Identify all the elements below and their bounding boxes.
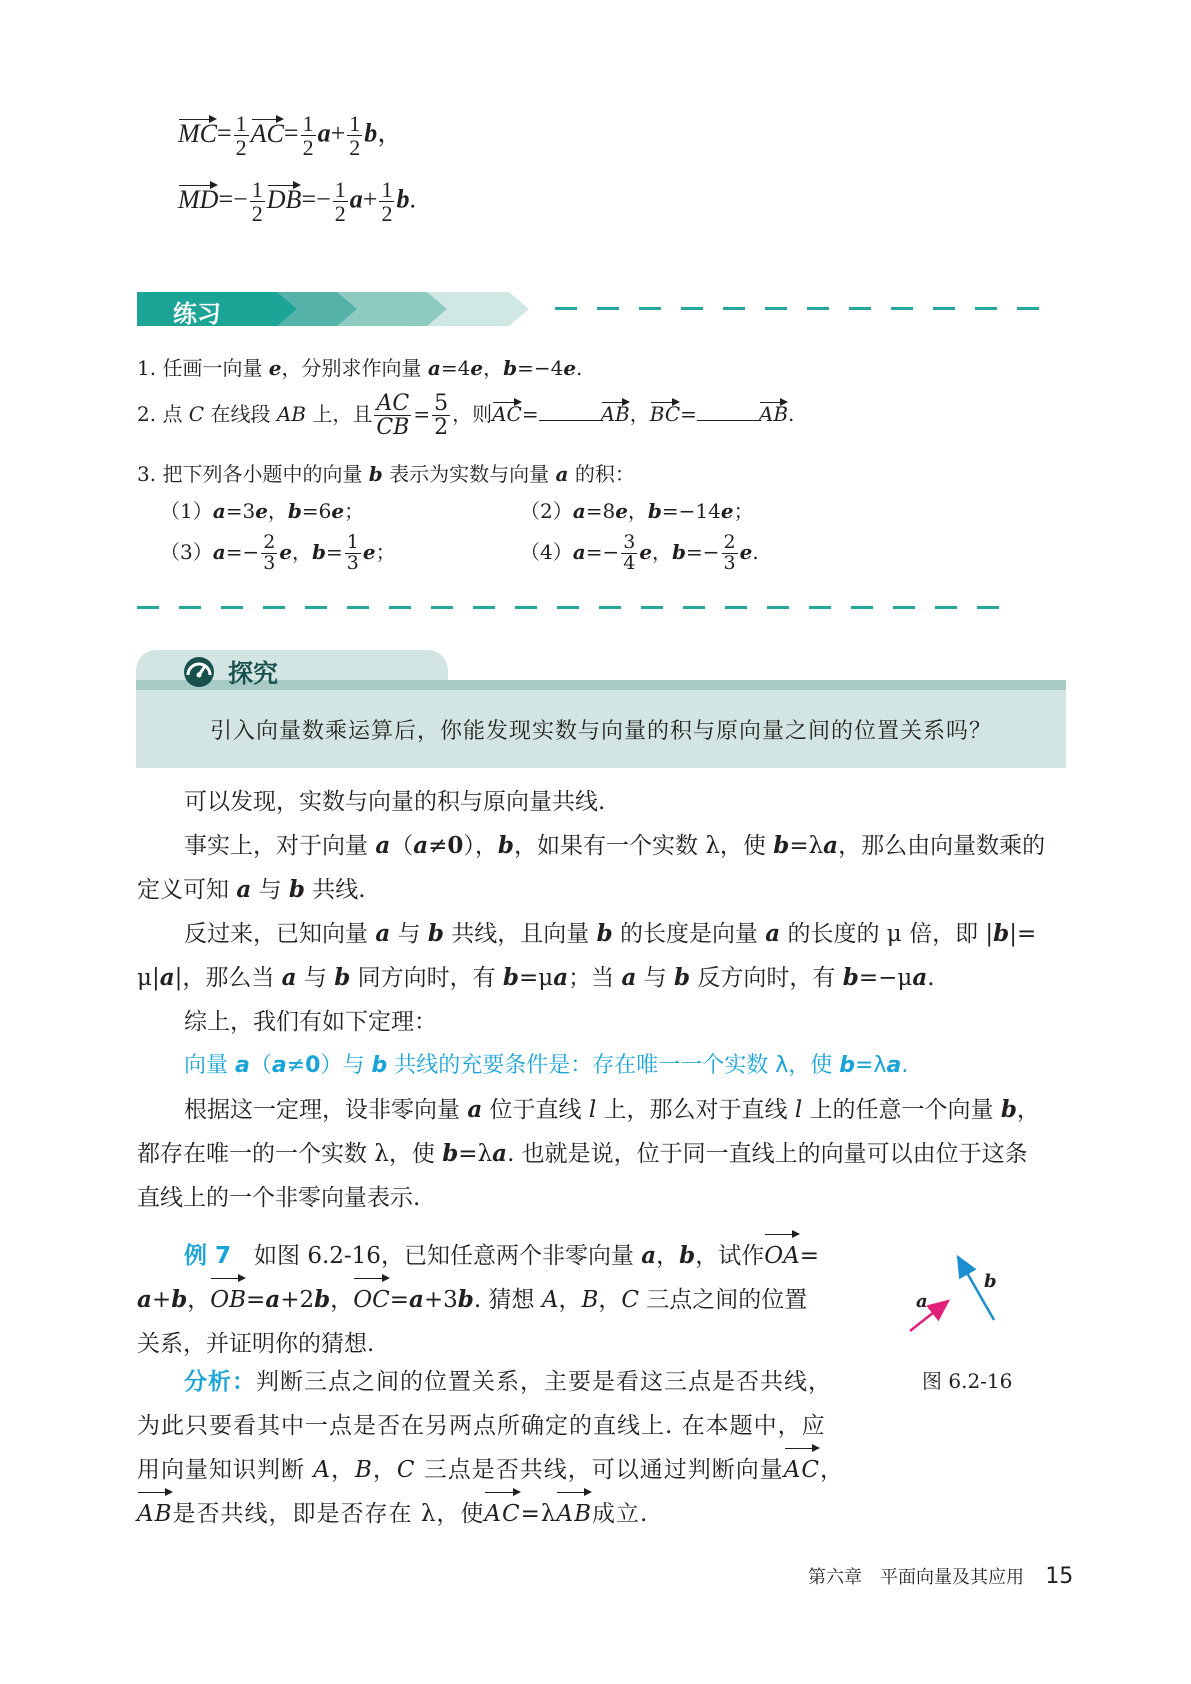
- analysis-label: 分析：: [184, 1369, 256, 1395]
- practice-q3-item-3: （3）a=− $\frac{2}{3}$ e，b= $\frac{1}{3}$ e；: [160, 531, 396, 574]
- body-p1: 可以发现，实数与向量的积与原向量共线.: [184, 789, 606, 815]
- vector-ac: AC: [250, 118, 284, 148]
- theorem: 向量 a（a≠0）与 b 共线的充要条件是：存在唯一一个实数 λ，使 b=λa.: [184, 1053, 909, 1078]
- explore-title: 探究: [228, 659, 279, 688]
- answer-blank-1[interactable]: [539, 400, 601, 421]
- practice-q2: 2. 点 C 在线段 AB 上，且 $\frac{AC}{CB}$ = $\frac{5}{2}$ ，则AC= AB，BC= AB.: [137, 391, 795, 441]
- body-p5: 根据这一定理，设非零向量 a 位于直线 l 上，那么对于直线 l 上的任意一个向量 b， 都存在唯一的一个实数 λ，使 b=λa. 也就是说，位于同一直线上的向量可以由位于这条 直线上的一个非零向量表示.: [137, 1096, 1040, 1211]
- example-7: 例 7 如图 6.2-16，已知任意两个非零向量 a，b，试作OA= a+b，OB=a+2b，OC=a+3b. 猜想 A，B，C 三点之间的位置 关系，并证明你的猜想.: [137, 1234, 837, 1366]
- practice-q3: 3. 把下列各小题中的向量 b 表示为实数与向量 a 的积：: [137, 462, 635, 486]
- body-p3: 反过来，已知向量 a 与 b 共线，且向量 b 的长度是向量 a 的长度的 μ 倍，即 |b|= μ|a|，那么当 a 与 b 同方向时，有 b=μa；当 a 与 b 反方向时，有 b=−μa.: [137, 920, 1037, 991]
- practice-header: [137, 292, 1067, 326]
- figure-label-a: a: [916, 1291, 928, 1312]
- gauge-icon: [182, 655, 216, 689]
- vector-mc: MC: [178, 118, 217, 148]
- formula-md: MD=− $\frac{1}{2}$ DB=− $\frac{1}{2}$ a+ $\frac{1}{2}$ b.: [178, 177, 416, 227]
- figure-caption: 图 6.2-16: [922, 1369, 1013, 1393]
- example-label: 例 7: [184, 1243, 232, 1269]
- practice-title: 练习: [173, 300, 221, 328]
- vector-db: DB: [266, 184, 302, 214]
- practice-q3-item-2: （2）a=8e，b=−14e；: [520, 499, 754, 523]
- explore-box: [136, 650, 1066, 768]
- explore-question: 引入向量数乘运算后，你能发现实数与向量的积与原向量之间的位置关系吗？: [210, 719, 993, 744]
- page-footer: [808, 1563, 1073, 1589]
- formula-mc: MC= $\frac{1}{2}$ AC= $\frac{1}{2}$ a+ $\frac{1}{2}$ b，: [178, 111, 404, 161]
- practice-q1: 1. 任画一向量 e，分别求作向量 a=4e，b=−4e.: [137, 356, 583, 380]
- example-analysis: 分析：判断三点之间的位置关系，主要是看这三点是否共线， 为此只要看其中一点是否在另两点所确定的直线上. 在本题中，应 用向量知识判断 A，B，C 三点是否共线，可以通过判断向量AC， AB是否共线，即是否存在 λ，使AC=λAB成立.: [137, 1360, 837, 1536]
- vector-md: MD: [178, 184, 219, 214]
- fraction: $\frac{1}{2}$: [235, 111, 247, 161]
- practice-header-dashes: [555, 307, 1039, 310]
- body-p2: 事实上，对于向量 a（a≠0），b，如果有一个实数 λ，使 b=λa，那么由向量数乘的 定义可知 a 与 b 共线.: [137, 832, 1046, 903]
- body-p4: 综上，我们有如下定理：: [184, 1009, 437, 1035]
- page-number: 15: [1045, 1564, 1074, 1589]
- figure-6-2-16: [900, 1245, 1050, 1405]
- answer-blank-2[interactable]: [697, 400, 759, 421]
- practice-q3-item-1: （1）a=3e，b=6e；: [160, 499, 365, 523]
- practice-q3-item-4: （4）a=− $\frac{3}{4}$ e，b=− $\frac{2}{3}$ e.: [520, 531, 759, 574]
- practice-bottom-dashes: [137, 606, 999, 609]
- figure-label-b: b: [984, 1271, 997, 1292]
- chapter-title: 第六章 平面向量及其应用: [808, 1567, 1024, 1588]
